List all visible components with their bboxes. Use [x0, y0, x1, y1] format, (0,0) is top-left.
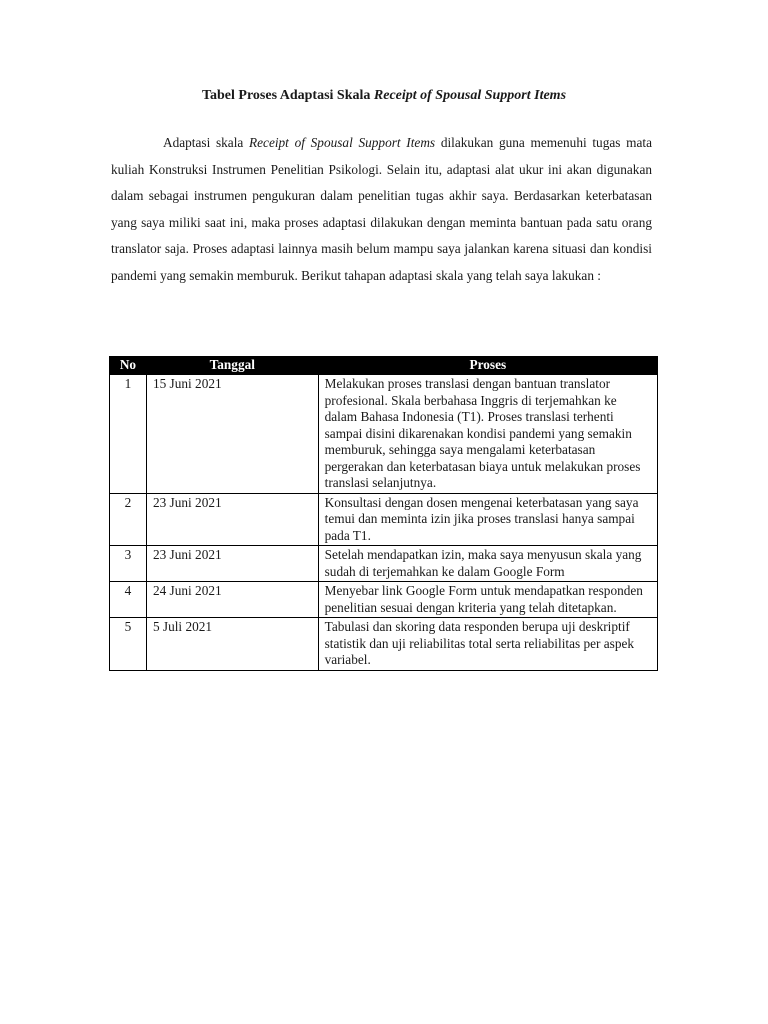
- row-number: 2: [110, 493, 147, 546]
- table-row: [110, 546, 658, 582]
- paragraph-body: dilakukan guna memenuhi tugas mata kuliah Konstruksi Instrumen Penelitian Psikologi. Selain itu, adaptasi alat ukur ini akan digunakan dalam sebagai instrumen pengukuran dalam penelitian tugas akhir saya. Berdasarkan keterbatasan yang saya miliki saat ini, maka proses adaptasi dilakukan dengan meminta bantuan pada satu orang translator saja. Proses adaptasi lainnya masih belum mampu saya jalankan karena situasi dan kondisi pandemi yang semakin memburuk. Berikut tahapan adaptasi skala yang telah saya lakukan :: [111, 135, 652, 283]
- row-number: 4: [110, 582, 147, 618]
- row-date: 24 Juni 2021: [146, 582, 318, 618]
- row-process: Menyebar link Google Form untuk mendapatkan responden penelitian sesuai dengan kriteria yang telah ditetapkan.: [318, 582, 657, 618]
- row-number: 3: [110, 546, 147, 582]
- row-process: Tabulasi dan skoring data responden berupa uji deskriptif statistik dan uji reliabilitas total serta reliabilitas per aspek variabel.: [318, 618, 657, 671]
- header-date: Tanggal: [146, 357, 318, 375]
- paragraph-lead: Adaptasi skala: [163, 135, 250, 150]
- row-date: 23 Juni 2021: [146, 546, 318, 582]
- paragraph-scale-name: Receipt of Spousal Support Items: [249, 135, 436, 150]
- row-number: 1: [110, 375, 147, 494]
- table-header-row: [110, 357, 658, 375]
- header-process: Proses: [318, 357, 657, 375]
- title-scale-name: Receipt of Spousal Support Items: [373, 88, 567, 103]
- table-row: [110, 618, 658, 671]
- header-no: No: [110, 357, 147, 375]
- process-table: [109, 356, 658, 671]
- table-row: [110, 375, 658, 494]
- row-process: Melakukan proses translasi dengan bantuan translator profesional. Skala berbahasa Inggris di terjemahkan ke dalam Bahasa Indonesia (T1). Proses translasi terhenti sampai disini dikarenakan kondisi pandemi yang semakin memburuk, sehingga saya mengalami keterbatasan pergerakan dan keterbatasan biaya untuk melakukan proses translasi selanjutnya.: [318, 375, 657, 494]
- title-prefix: Tabel Proses Adaptasi Skala: [201, 88, 374, 103]
- table-row: [110, 582, 658, 618]
- row-process: Konsultasi dengan dosen mengenai keterbatasan yang saya temui dan meminta izin jika proses translasi hanya sampai pada T1.: [318, 493, 657, 546]
- row-date: 15 Juni 2021: [146, 375, 318, 494]
- row-date: 23 Juni 2021: [146, 493, 318, 546]
- row-number: 5: [110, 618, 147, 671]
- row-date: 5 Juli 2021: [146, 618, 318, 671]
- document-title: [0, 88, 768, 104]
- row-process: Setelah mendapatkan izin, maka saya menyusun skala yang sudah di terjemahkan ke dalam Google Form: [318, 546, 657, 582]
- intro-paragraph: [111, 130, 652, 289]
- table-row: [110, 493, 658, 546]
